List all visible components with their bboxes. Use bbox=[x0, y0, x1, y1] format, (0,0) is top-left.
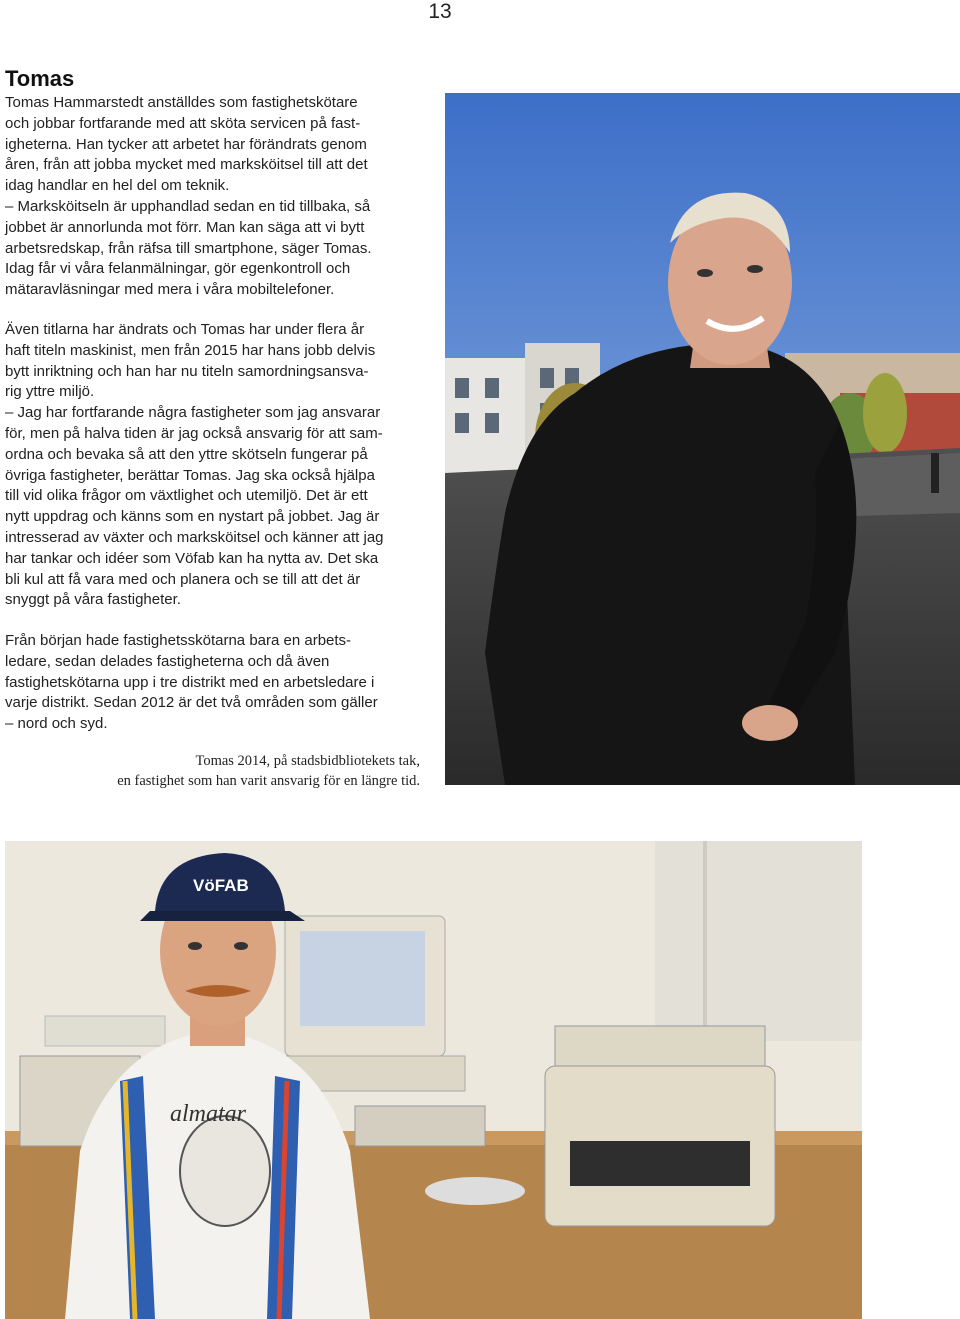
text-line: nytt uppdrag och känns som en nystart på jobbet. Jag är bbox=[5, 508, 380, 526]
text-line: till vid olika frågor om växtlighet och utemiljö. Det är ett bbox=[5, 487, 368, 505]
text-line: övriga fastigheter, berättar Tomas. Jag ska också hjälpa bbox=[5, 466, 375, 484]
text-line: bytt inriktning och han har nu titeln samordningsansva- bbox=[5, 362, 369, 380]
article-title: Tomas bbox=[5, 66, 75, 91]
intro-paragraph bbox=[5, 93, 420, 301]
text-line: jobbet är annorlunda mot förr. Man kan säga att vi bytt bbox=[5, 218, 365, 236]
caption-line: en fastighet som han varit ansvarig för en längre tid. bbox=[117, 772, 420, 789]
text-line: rig yttre miljö. bbox=[5, 383, 95, 401]
text-line: intresserad av växter och marksköitsel och känner att jag bbox=[5, 528, 384, 546]
office-photo bbox=[5, 841, 862, 1319]
cap-logo-text: VöFAB bbox=[193, 876, 249, 895]
rooftop-photo-illustration bbox=[445, 93, 960, 785]
text-line: bli kul att få vara med och planera och se till att det är bbox=[5, 570, 361, 588]
text-line: mätaravläsningar med mera i våra mobiltelefoner. bbox=[5, 281, 335, 299]
caption-line: Tomas 2014, på stadsbidbliotekets tak, bbox=[195, 753, 420, 769]
office-photo-illustration bbox=[5, 841, 862, 1319]
text-line: och jobbar fortfarande med att sköta servicen på fast- bbox=[5, 114, 361, 132]
text-line: igheterna. Han tycker att arbetet har förändrats genom bbox=[5, 135, 367, 153]
text-line: – Marksköitseln är upphandlad sedan en tid tillbaka, så bbox=[5, 197, 371, 215]
text-line: Idag får vi våra felanmälningar, gör egenkontroll och bbox=[5, 260, 351, 278]
text-line: Från början hade fastighetsskötarna bara en arbets- bbox=[5, 632, 352, 649]
text-line: – Jag har fortfarande några fastigheter som jag ansvarar bbox=[5, 404, 381, 422]
text-line: idag handlar en hel del om teknik. bbox=[5, 177, 230, 195]
text-line: för, men på halva tiden är jag också ansvarig för att sam- bbox=[5, 424, 383, 442]
text-line: varje distrikt. Sedan 2012 är det två områden som gäller bbox=[5, 694, 378, 712]
rooftop-photo bbox=[445, 93, 960, 785]
text-line: snyggt på våra fastigheter. bbox=[5, 591, 181, 609]
text-line: ledare, sedan delades fastigheterna och då även bbox=[5, 652, 330, 670]
text-line: Tomas Hammarstedt anställdes som fastighetskötare bbox=[5, 94, 358, 111]
text-line: arbetsredskap, från räfsa till smartphone, säger Tomas. bbox=[5, 239, 372, 257]
text-line: – nord och syd. bbox=[5, 715, 108, 733]
text-line: haft titeln maskinist, men från 2015 har hans jobb delvis bbox=[5, 341, 376, 359]
page-number: 13 bbox=[428, 0, 452, 23]
text-line: har tankar och idéer som Vöfab kan ha nytta av. Det ska bbox=[5, 549, 379, 567]
shirt-print-text: almatar bbox=[170, 1101, 247, 1127]
text-line: ordna och bevaka så att den yttre skötseln fungerar på bbox=[5, 445, 368, 463]
photo-caption bbox=[5, 752, 420, 791]
third-paragraph bbox=[5, 631, 420, 735]
second-paragraph bbox=[5, 320, 420, 611]
text-line: Även titlarna har ändrats och Tomas har under flera år bbox=[5, 321, 365, 338]
text-line: fastighetskötarna upp i tre distrikt med en arbetsledare i bbox=[5, 673, 375, 691]
text-line: åren, från att jobba mycket med marksköitsel till att det bbox=[5, 156, 368, 174]
